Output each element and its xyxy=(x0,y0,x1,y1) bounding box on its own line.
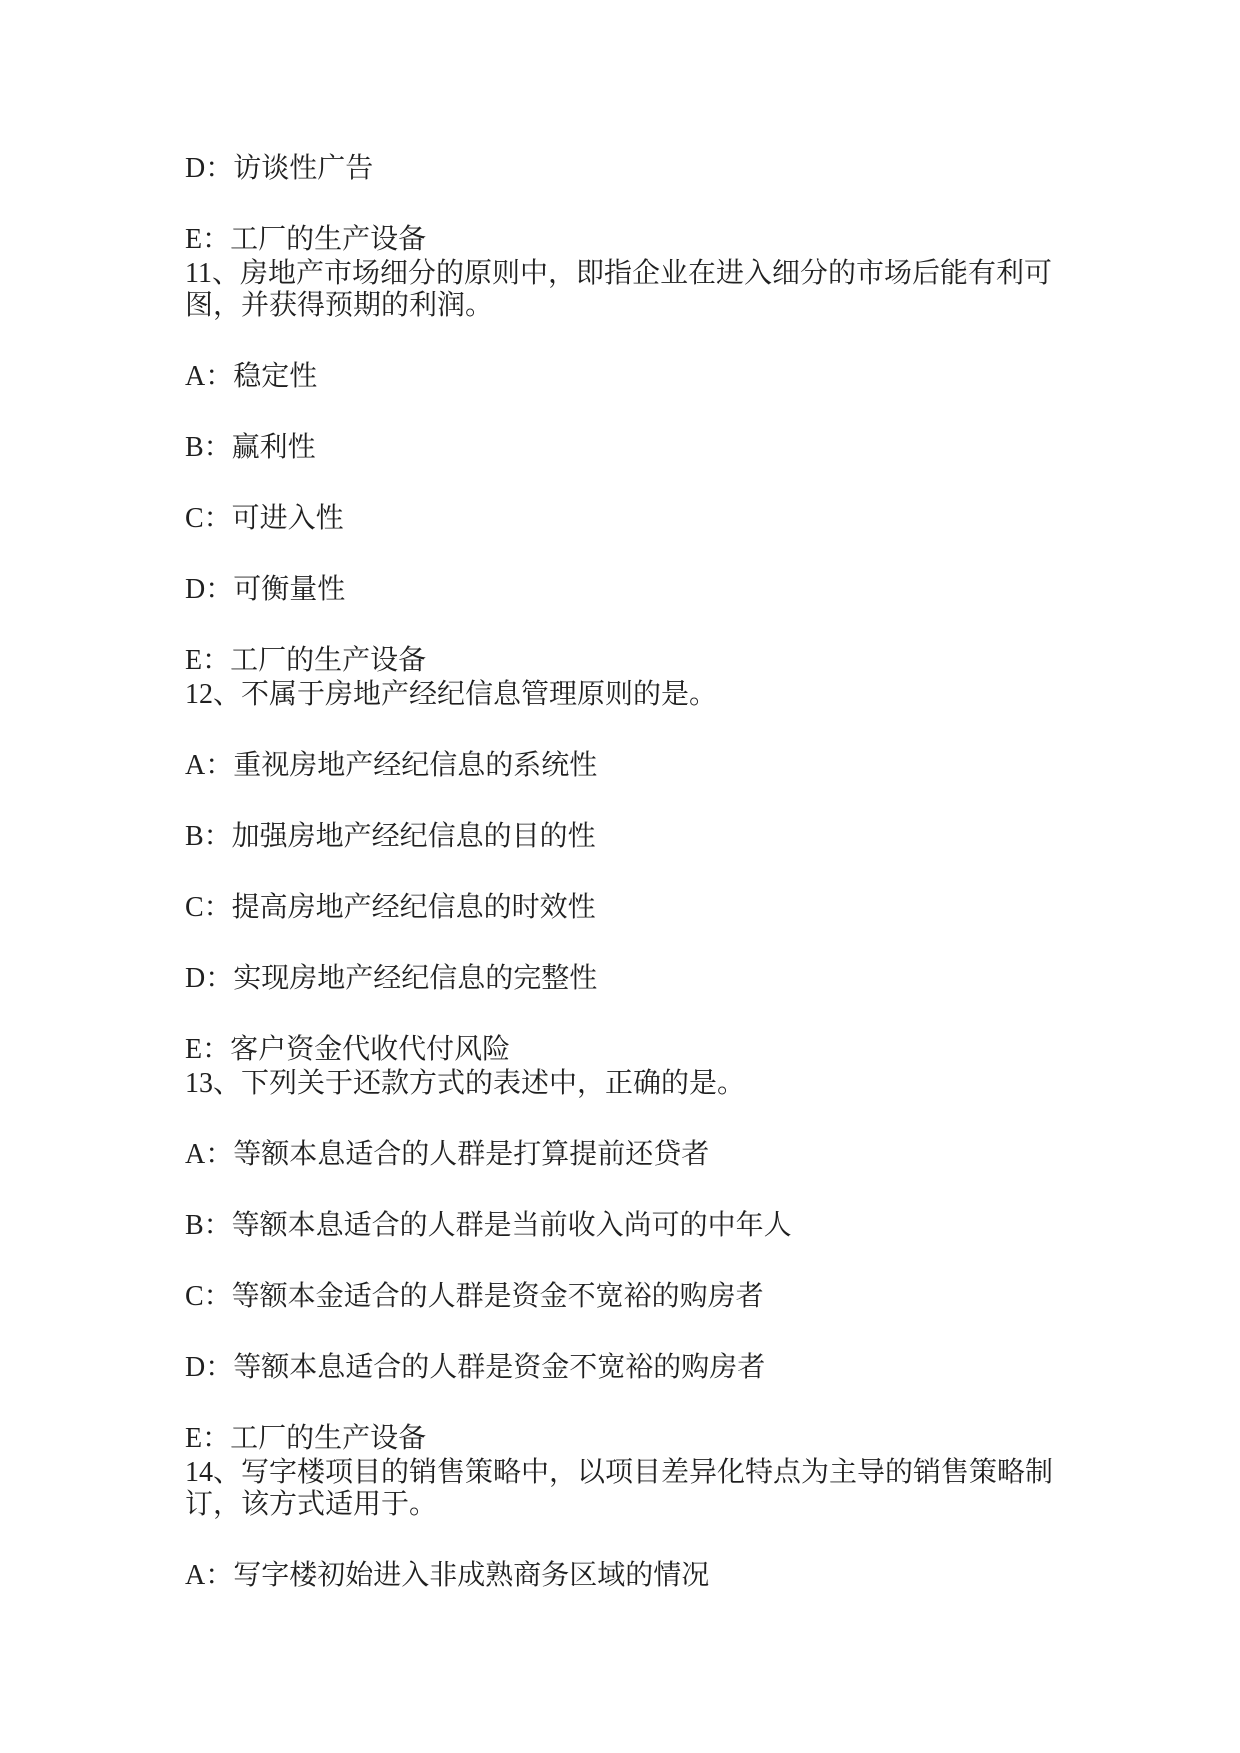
question-13-option-a: A：等额本息适合的人群是打算提前还贷者 xyxy=(185,1139,710,1170)
question-12-option-c: C：提高房地产经纪信息的时效性 xyxy=(185,892,596,923)
question-14-option-a: A：写字楼初始进入非成熟商务区域的情况 xyxy=(185,1560,710,1591)
question-13-option-b: B：等额本息适合的人群是当前收入尚可的中年人 xyxy=(185,1210,792,1241)
question-13-option-e: E：工厂的生产设备 xyxy=(185,1423,427,1454)
question-11-option-a: A：稳定性 xyxy=(185,361,318,392)
exam-question-list xyxy=(185,114,1085,1592)
question-12-option-d: D：实现房地产经纪信息的完整性 xyxy=(185,963,598,994)
question-12-option-e: E：客户资金代收代付风险 xyxy=(185,1034,511,1065)
question-14-prompt-line-2: 订，该方式适用于。 xyxy=(185,1489,438,1520)
question-11-option-b: B：赢利性 xyxy=(185,432,316,463)
question-12-prompt-line-1: 12、不属于房地产经纪信息管理原则的是。 xyxy=(185,679,718,710)
question-14-prompt-line-1: 14、写字楼项目的销售策略中，以项目差异化特点为主导的销售策略制 xyxy=(185,1457,1054,1488)
question-11-option-d: D：可衡量性 xyxy=(185,574,346,605)
question-11-option-c: C：可进入性 xyxy=(185,503,344,534)
question-11-option-e: E：工厂的生产设备 xyxy=(185,645,427,676)
question-11-prompt xyxy=(185,258,1085,322)
question-13-prompt xyxy=(185,1068,1085,1100)
question-13-option-c: C：等额本金适合的人群是资金不宽裕的购房者 xyxy=(185,1281,764,1312)
question-13-option-d: D：等额本息适合的人群是资金不宽裕的购房者 xyxy=(185,1352,766,1383)
option-line-e: E：工厂的生产设备 xyxy=(185,224,427,255)
question-12-option-a: A：重视房地产经纪信息的系统性 xyxy=(185,750,598,781)
question-12-option-b: B：加强房地产经纪信息的目的性 xyxy=(185,821,596,852)
question-14-prompt xyxy=(185,1457,1085,1521)
question-13-prompt-line-1: 13、下列关于还款方式的表述中，正确的是。 xyxy=(185,1068,746,1099)
question-11-prompt-line-2: 图，并获得预期的利润。 xyxy=(185,290,494,321)
question-12-prompt xyxy=(185,679,1085,711)
question-11-prompt-line-1: 11、房地产市场细分的原则中，即指企业在进入细分的市场后能有利可 xyxy=(185,258,1052,289)
option-line-d: D：访谈性广告 xyxy=(185,153,374,184)
